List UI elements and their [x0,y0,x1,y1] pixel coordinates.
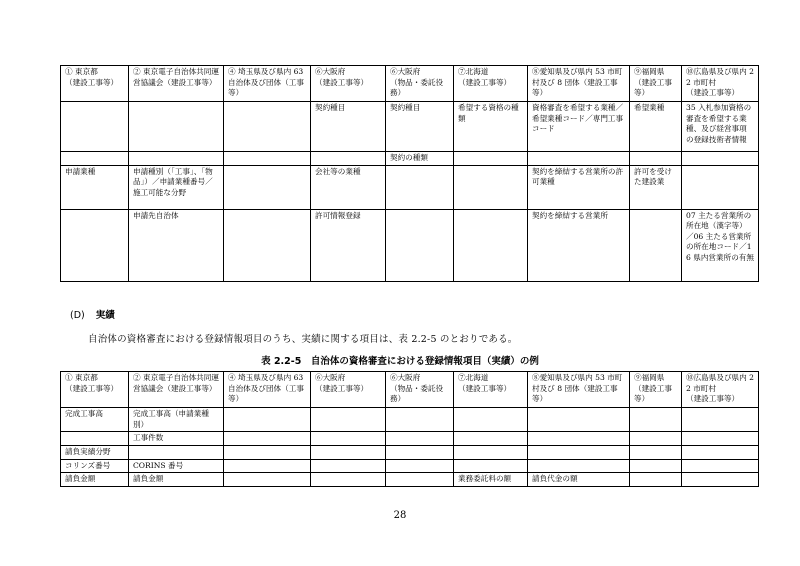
table-cell [129,446,224,460]
table-cell [630,473,682,487]
table-cell: コリンズ番号 [61,459,129,473]
table-cell [386,446,454,460]
body-paragraph: 自治体の資格審査における登録情報項目のうち、実績に関する項目は、表 2.2-5 のとおりである。 [88,334,518,345]
table-cell: 07 主たる営業所の所在地（漢字等）／06 主たる営業所の所在地コード／16 県内営業所の有無 [682,209,759,281]
table-cell [528,152,630,166]
table-cell [630,152,682,166]
table-cell: 申請先自治体 [129,209,224,281]
table-cell [682,408,759,432]
section-label: (D) [70,310,85,321]
table-cell [311,152,386,166]
table-cell [682,459,759,473]
header-cell: ⑦北海道 （建設工事等） [454,372,528,408]
table-cell: 希望業種 [630,102,682,152]
table-caption: 表 2.2-5 自治体の資格審査における登録情報項目（実績）の例 [261,356,539,367]
header-cell: ② 東京電子自治体共同運営協議会（建設工事等） [129,66,224,102]
table-cell [386,473,454,487]
header-row [61,372,759,408]
header-cell: ① 東京都 （建設工事等） [61,66,129,102]
table-cell [454,152,528,166]
table-cell: 請負金額 [129,473,224,487]
table-row [61,432,759,446]
table-cell [630,446,682,460]
table-cell [224,459,311,473]
table-cell: CORINS 番号 [129,459,224,473]
table-row [61,473,759,487]
table-cell [61,209,129,281]
table-cell [630,408,682,432]
table-cell [61,152,129,166]
table-cell: 請負代金の額 [528,473,630,487]
table-row [61,152,759,166]
table-cell: 工事件数 [129,432,224,446]
table-cell [454,446,528,460]
header-cell: ④ 埼玉県及び県内 63 自治体及び団体（工事等） [224,372,311,408]
header-cell: ⑨福岡県 （建設工事等） [630,66,682,102]
table-cell [129,102,224,152]
table-cell: 許可情報登録 [311,209,386,281]
table-cell [454,408,528,432]
table-cell [682,432,759,446]
table-row [61,446,759,460]
table-cell [386,459,454,473]
table-cell: 請負実績分野 [61,446,129,460]
header-cell: ⑧愛知県及び県内 53 市町村及び 8 団体（建設工事等） [528,66,630,102]
table-cell [311,459,386,473]
header-cell: ② 東京電子自治体共同運営協議会（建設工事等） [129,372,224,408]
header-cell: ⑨福岡県 （建設工事等） [630,372,682,408]
header-cell: ④ 埼玉県及び県内 63 自治体及び団体（工事等） [224,66,311,102]
table-cell [224,408,311,432]
header-row [61,66,759,102]
table-cell [224,209,311,281]
table-cell: 資格審査を希望する業種／希望業種コード／専門工事コード [528,102,630,152]
table-cell [528,432,630,446]
table-cell [630,459,682,473]
header-cell: ⑥大阪府 （建設工事等） [311,66,386,102]
table-cell [454,209,528,281]
table-cell [129,152,224,166]
table-cell: 申請業種 [61,165,129,209]
table-cell [386,408,454,432]
table-cell [454,432,528,446]
registration-items-table-2 [60,371,759,487]
table-cell [224,102,311,152]
header-cell: ⑥大阪府 （物品・委託役務） [386,66,454,102]
table-cell: 請負金額 [61,473,129,487]
table-row [61,209,759,281]
table-cell [311,408,386,432]
table-cell: 希望する資格の種類 [454,102,528,152]
table-cell [682,473,759,487]
table-cell [454,459,528,473]
registration-items-table-1 [60,65,759,282]
table-cell: 会社等の業種 [311,165,386,209]
table-cell [528,446,630,460]
table-cell: 業務委託料の額 [454,473,528,487]
page-number: 28 [393,510,407,521]
table-row [61,165,759,209]
table-row [61,459,759,473]
header-cell: ① 東京都 （建設工事等） [61,372,129,408]
table-cell [682,446,759,460]
table-cell [311,446,386,460]
table-cell: 契約種目 [311,102,386,152]
table-cell: 35 入札参加資格の審査を希望する業種、及び経営事項の登録技術者情報 [682,102,759,152]
table-cell [682,165,759,209]
table-cell [630,209,682,281]
table-cell [224,446,311,460]
table-cell [386,432,454,446]
table-cell [61,432,129,446]
table-cell [528,408,630,432]
table-cell [682,152,759,166]
table-cell: 申請種別（「工事」、「物品」）／申請業種番号／施工可能な分野 [129,165,224,209]
table-cell [224,152,311,166]
header-cell: ⑧愛知県及び県内 53 市町村及び 8 団体（建設工事等） [528,372,630,408]
table-cell: 完成工事高 [61,408,129,432]
table-cell: 契約の種類 [386,152,454,166]
header-cell: ⑩広島県及び県内 22 市町村 （建設工事等） [682,66,759,102]
header-cell: ⑥大阪府 （建設工事等） [311,372,386,408]
section-heading [70,307,115,321]
table-cell [311,432,386,446]
table-cell [630,432,682,446]
table-cell: 許可を受けた建設業 [630,165,682,209]
header-cell: ⑩広島県及び県内 22 市町村 （建設工事等） [682,372,759,408]
table-cell [61,102,129,152]
table-row [61,408,759,432]
table-cell: 契約種目 [386,102,454,152]
table-cell: 完成工事高（申請業種別） [129,408,224,432]
table-cell [528,459,630,473]
table-cell: 契約を締結する営業所 [528,209,630,281]
table-cell [386,209,454,281]
table-cell [454,165,528,209]
header-cell: ⑦北海道 （建設工事等） [454,66,528,102]
table-cell [224,432,311,446]
header-cell: ⑥大阪府 （物品・委託役務） [386,372,454,408]
table-cell [224,165,311,209]
table-cell: 契約を締結する営業所の許可業種 [528,165,630,209]
section-title: 実績 [95,310,115,321]
table-row [61,102,759,152]
table-cell [311,473,386,487]
table-cell [386,165,454,209]
table-cell [224,473,311,487]
